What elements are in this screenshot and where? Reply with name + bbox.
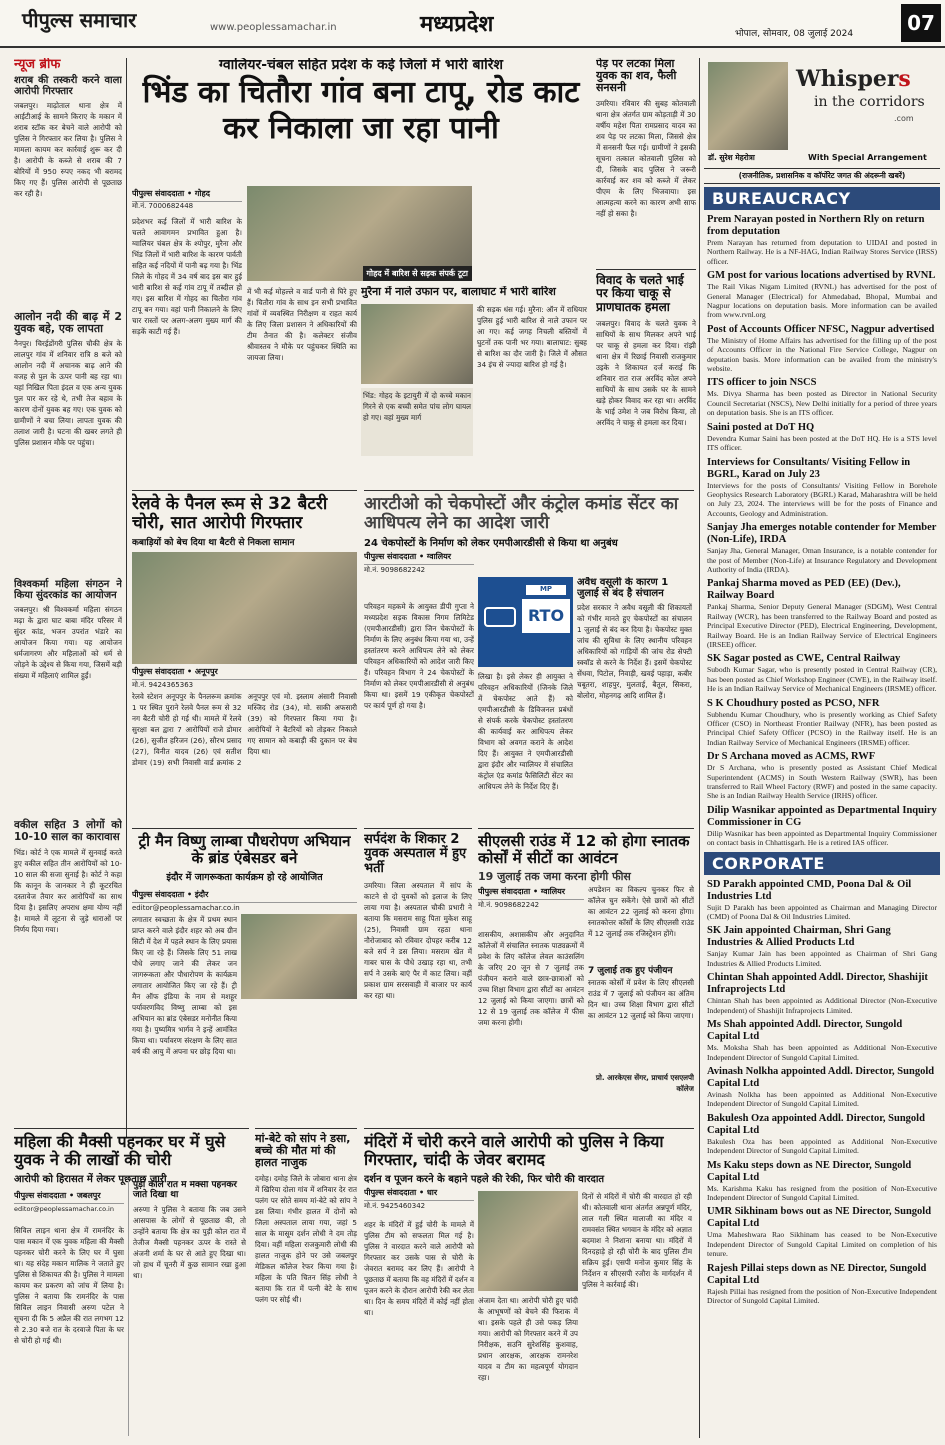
whispers-logo: Whispers: [796, 66, 911, 92]
whisper-item-body: Sanjay Jha, General Manager, Oman Insurance, is a notable contender for the post of Member (Non-Life) at Insurance Regulatory and Development Authority of India (IRDA).: [707, 546, 937, 574]
brief-body: जबलपुर। माढ़ोताल थाना क्षेत्र में आईटीआई के सामने किराए के मकान में शराब स्टॉक कर बेचने वाले आरोपी को पुलिस ने गिरफ्तार कर लिया है। पुलिस ने मामला कायम कर कार्रवाई शुरू कर दी है। आरोपी के कब्जे से शराब की 7 बोरियों में 950 रुपए नकद भी बरामद किए गए हैं। पुलिस आरोपी से पूछताछ कर रही है।: [14, 101, 122, 199]
page-number: 07: [901, 4, 941, 42]
whisper-item-body: Chintan Shah has been appointed as Additional Director (Non-Executive Independent) of Shashijit Infraprojects Limited.: [707, 996, 937, 1015]
accused-photo: [478, 1191, 578, 1291]
whisper-item: [707, 1019, 937, 1062]
story-body-2: लिखा है। इसे लेकर ही आयुक्त ने परिवहन अधिकारियों (जिनके जिले में चेकपोस्ट आते हैं) को एमपीआरडीसी के डिविजनल प्रबंधों से संपर्क करके चेकपोस्ट हस्तांतरण की कार्यवाई कर आधिपत्य लेकर विभाग को अवगत कराने के आदेश दिए हैं। आयुक्त ने एमपीआरडीसी द्वारा इंदौर और ग्वालियर में संचालित कंट्रोल एंड कमांड फैसिलिटी सेंटर का आधिपत्य लेने के निर्देश दिए हैं।: [478, 672, 573, 791]
whisper-item: [707, 324, 937, 374]
box-headline: पुड़ी कोल रात में मैक्सी पहनकर जाते दिखा था: [133, 1181, 237, 1200]
whisper-item: [707, 698, 937, 748]
byline: पीपुल्स संवाददाता • गोहद: [132, 186, 242, 202]
whisper-item-headline: Sanjay Jha emerges notable contender for Member (Non-Life), IRDA: [707, 522, 937, 546]
byline: पीपुल्स संवाददाता • ग्वालियर: [364, 549, 474, 565]
box-headline: 7 जुलाई तक हुए पंजीयन: [588, 966, 673, 976]
whisper-item-body: Sujit D Parakh has been appointed as Chairman and Managing Director (CMD) of Poona Dal & Oil Industries Limited.: [707, 902, 937, 922]
whisper-item-body: Prem Narayan has returned from deputation to UIDAI and posted in Northern Railway. He is a NF-HAG, Indian Railway Stores Service (IRSS) officer.: [707, 238, 937, 266]
section-title: मध्यप्रदेश: [420, 12, 494, 37]
box-body: प्रदेश सरकार ने अवैध वसूली की शिकायतों को गंभीर मानते हुए चेकपोस्टों का संचालन 1 जुलाई से बंद कर दिया है। चेकपोस्ट मुक्त जांच की सुविधा के लिए स्थानीय परिवहन अधिकारियों को गाड़ियों की जांच रोड सेफ्टी स्क्वॉड से करने के निर्देश हैं। इसमें चेकपोस्ट सेंधवा, पिटोल, निवाड़ी, खवई पहाड़ा, कबीर चबूतरा, शाहपुर, मुलताई, बैतूल, सिकरा, बोलोरा, मोहनगढ़ आदि शामिल हैं।: [577, 603, 692, 700]
whisper-item-body: Dr S Archana, who is presently posted as Assistant Chief Medical Superintendent (ACMS) in South Western Railway (SWR), has been transferred to Rail Wheel Factory (RWF) and posted in the same capacity. She is an Indian Railway Health Service (IRHS) officer.: [707, 763, 937, 801]
whisper-item-headline: Dr S Archana moved as ACMS, RWF: [707, 751, 876, 763]
whisper-item-body: Avinash Nolkha has been appointed as Additional Non-Executive Independent Director of Sungold Capital Limited.: [707, 1089, 937, 1109]
lead-body-2: में भी कई मोहल्ले व वार्ड पानी से घिरे हुए हैं। चितौरा गांव के साथ इन सभी प्रभावित गांवों में व्यवस्थित निरीक्षण व राहत कार्य के लिए जिला प्रशासन ने अधिकारियों की टीम तैनात की है। कलेक्टर संजीव श्रीवास्तव ने मौके पर पहुंचकर स्थिति का जायजा लिया।: [247, 287, 357, 362]
rto-sign: RTO: [522, 599, 570, 633]
whisper-item-body: Interviews for the posts of Consultants/ Visiting Fellow in Borehole Geophysics Research Laboratory (BGRL) Karad, Maharashtra will be held on July 23, 2024. The interviews will be for the posts of Finance and Accounts, Geology and Administration.: [707, 480, 937, 518]
brief-body: जबलपुर। श्री विश्वकर्मा महिला संगठन मढ़ा के द्वारा घाट बाबा मंदिर परिसर में सुंदर कांड, भजन उपरांत भंडारे का आयोजन किया गया। यह आयोजन धर्मजागरण और महिलाओं को धर्म से जोड़ने के उद्देश्य से किया गया, जिसमें बड़ी संख्या में महिलाएं शामिल हुईं।: [14, 605, 122, 681]
story-headline: सर्पदंश के शिकार 2 युवक अस्पताल में हुए भर्ती: [364, 832, 467, 876]
whispers-suffix: .com: [894, 114, 914, 123]
mobile-number: मो.नं. 9424365363: [132, 681, 194, 690]
story-headline: पेड़ पर लटका मिला युवक का शव, फैली सनसनी: [596, 58, 677, 95]
whisper-item-body: Bakulesh Oza has been appointed as Additional Non-Executive Independent Director of Sungold Capital Limited.: [707, 1136, 937, 1156]
story-subheadline: आरोपी को हिरासत में लेकर पूछताछ जारी: [14, 1174, 167, 1186]
story-headline: सीएलसी राउंड में 12 को होगा स्नातक कोर्सों में सीटों का आवंटन: [478, 832, 690, 867]
whispers-subtitle: in the corridors: [814, 94, 925, 110]
whisper-item-body: Ms. Moksha Shah has been appointed as Additional Non-Executive Independent Director of Sungold Capital Limited.: [707, 1043, 937, 1062]
email[interactable]: editor@peoplessamachar.co.in: [14, 1205, 114, 1214]
byline: पीपुल्स संवाददाता • जबलपुर: [14, 1188, 124, 1204]
story-body: दमोह। दमोह जिले के जोबारा थाना क्षेत्र में खिरिया दोला गांव में शनिवार देर रात पलंग पर सोते समय मां-बेटे को सांप ने डस लिया। गंभीर हालत में दोनों को जिला अस्पताल लाया गया, जहां 5 साल के मासूम दर्शन लोधी ने दम तोड़ दिया। वहीं महिला राजकुमारी लोधी की हालत नाजुक होने पर उसे जबलपुर मेडिकल कॉलेज रेफर किया गया है। महिला के पति चितन सिंह लोधी ने बताया कि रात में पत्नी बेटे के साथ पलंग पर सोई थी।: [255, 1174, 357, 1305]
whisper-item-headline: Pankaj Sharma moved as PED (EE) (Dev.), Railway Board: [707, 578, 901, 602]
whisper-item-headline: Ms Kaku steps down as NE Director, Sungold Capital Ltd: [707, 1159, 912, 1183]
whisper-item: [707, 1066, 937, 1109]
snake-bite-mother-story: [255, 1128, 357, 1438]
whisper-item: [707, 522, 937, 574]
whisper-item-headline: SK Sagar posted as CWE, Central Railway: [707, 653, 901, 665]
whisper-item-body: Uma Maheshwara Rao Sikhinam has ceased to be Non-Executive Independent Director of Sungold Capital Limited on completion of his tenure.: [707, 1230, 937, 1259]
whisper-item-headline: Dilip Wasnikar appointed as Departmental Inquiry Commissioner in CG: [707, 804, 937, 828]
story-body-3: दिनों से मंदिरों में चोरी की वारदात हो रही थी। कोतवाली थाना अंतर्गत अन्नपूर्ण मंदिर, लाल गली स्थित मालाजी का मंदिर व रामवसंत स्थित भगवान के मंदिर को अज्ञात बदमाश ने निशाना बनाया था। मंदिरों में दिनदहाड़े हो रही चोरी के बाद पुलिस टीम सक्रिय हुई। एसपी मनोज कुमार सिंह के निर्देशन व सीएसपी रजौरा के मार्गदर्शन में पुलिस ने कार्रवाई की।: [582, 1192, 692, 1289]
bureaucracy-heading: BUREAUCRACY: [704, 187, 940, 210]
whisper-item-headline: UMR Sikhinam bows out as NE Director, Sungold Capital Ltd: [707, 1206, 932, 1230]
arrangement-note: With Special Arrangement: [808, 153, 927, 162]
whisper-item-body: Subodh Kumar Sagar, who is presently posted in Central Railway (CR), has been posted as Chief Workshop Engineer (CWE), in the Railway itself. He is an Indian Railway Service of Mechanical Engineers (IRSME) officer.: [707, 665, 937, 694]
mobile-number: मो.नं. 9098682242: [364, 566, 426, 575]
whisper-item: [707, 1113, 937, 1156]
whisper-item-headline: Post of Accounts Officer NFSC, Nagpur advertised: [707, 323, 935, 335]
signatory: प्रो. आरकेएस सेंगर, प्राचार्य एसएलपी कॉलेज: [595, 1072, 694, 1093]
byline: पीपुल्स संवाददाता • ग्वालियर: [478, 884, 584, 900]
whisper-item-headline: Saini posted at DoT HQ: [707, 421, 815, 433]
whisper-item-headline: GM post for various locations advertised by RVNL: [707, 270, 936, 282]
photo-note: भिंड: गोहद के इटायुरी में दो कच्चे मकान गिरने से एक बच्ची समेत पांच लोग घायल हो गए। वहां मुख्य मार्ग: [361, 388, 473, 456]
whisper-item: [707, 653, 937, 693]
whisper-item-headline: Rajesh Pillai steps down as NE Director, Sungold Capital Ltd: [707, 1262, 927, 1286]
story-headline: विवाद के चलते भाई पर किया चाकू से प्राणघातक हमला: [596, 269, 696, 314]
mobile-number: मो.नं. 7000682448: [132, 202, 194, 210]
byline: पीपुल्स संवाददाता • इंदौर: [132, 887, 357, 903]
brief-headline: शराब की तस्करी करने वाला आरोपी गिरफ्तार: [14, 75, 122, 98]
whisper-item-headline: SD Parakh appointed CMD, Poona Dal & Oil Industries Ltd: [707, 878, 912, 902]
snake-bite-youths-story: [364, 828, 472, 1118]
whisper-item-body: Devendra Kumar Saini has been posted at the DoT HQ. He is a STS level ITS officer.: [707, 433, 937, 453]
corporate-list: [704, 879, 940, 1306]
photo-headline: मुरैना में नाले उफान पर, बालाघाट में भारी बारिश: [361, 286, 556, 298]
whisper-item-headline: Interviews for Consultants/ Visiting Fellow in BGRL, Karad on July 23: [707, 456, 911, 480]
box-body: अरुणा ने पुलिस ने बताया कि जब उसने आसपास के लोगों से पूछताछ की, तो उन्होंने बताया कि क्षेत्र का पुड़ी कोल रात में तेजीज मैक्सी पहनकर ऊपर के रास्ते से अंजनी शर्मा के घर से आते हुए दिखा था। जो हाथ में चूनरी में कुछ सामान रखा हुआ था।: [133, 1204, 246, 1280]
byline: पीपुल्स संवाददाता • अनूपपुर: [132, 664, 357, 680]
whisper-item-body: Ms. Divya Sharma has been posted as Director in National Security Council Secretariat (NSCS), New Delhi initially for a period of three years on deputation basis. She is an ITS officer.: [707, 389, 937, 418]
whisper-item: [707, 1160, 937, 1203]
story-body: सिविल लाइन थाना क्षेत्र में रामनंदिर के पास मकान में एक युवक महिला की मैक्सी पहनकर चोरी करने के लिए घर में घुसा था। यह संदेह मकान मालिक ने जताते हुए पुलिस से शिकायत की है। पुलिस ने मामला कायम कर प्रकरण को जांच में लिया है। पुलिस ने बताया कि रामनंदिर के पास सिविल लाइन निवासी अरुण पटेल ने सूचना दी कि 5 अप्रैल की रात लगभग 12 से 2.30 बजे रात के दरवाजे पिता के घर से चोरी हो गई थी।: [14, 1226, 124, 1345]
rto-story: [364, 490, 694, 812]
rto-illustration: [478, 577, 573, 667]
story-body: जबलपुर। विवाद के चलते युवक ने साथियों के साथ मिलकर अपने भाई पर चाकू से हमला कर दिया। रांझी थाना क्षेत्र में रिछाई निवासी राजकुमार उइके ने शिकायत दर्ज कराई कि शनिवार रात राज अरविंद कोल अपने साथियों के साथ उसके घर के सामने खड़े होकर विवाद कर रहा था। अरविंद के भाई उमेश ने जब विरोध किया, तो अरविंद ने चाकू से हमला कर दिया।: [596, 318, 696, 427]
story-headline: ट्री मैन विष्णु लाम्बा पौधरोपण अभियान के ब्रांड एंबेसडर बने: [138, 832, 351, 867]
whisper-item: [707, 1206, 937, 1258]
story-subheadline: इंदौर में जागरूकता कार्यक्रम हो रहे आयोजित: [166, 872, 323, 883]
story-body-2: अपडेशन का विकल्प चुनकर फिर से कॉलेज चुन सकेंगे। ऐसे छात्रों को सीटों का आवंटन 22 जुलाई को करना होगा। स्नातकोत्तर कॉर्सों के लिए सीएलसी राउंड में 12 जुलाई तक रजिस्ट्रेशन होंगे।: [588, 885, 694, 938]
byline: पीपुल्स संवाददाता • धार: [364, 1185, 474, 1201]
whispers-column: [704, 58, 940, 1440]
column-divider: [699, 58, 700, 1438]
whispers-tagline: (राजनीतिक, प्रशासनिक व कॉर्पोरेट जगत की अंदरूनी खबरें): [704, 168, 940, 184]
lead-kicker: ग्वालियर-चंबल सहित प्रदेश के कई जिलों में भारी बारिश: [218, 58, 504, 73]
whisper-item: [707, 578, 937, 649]
whisper-item-body: Rajesh Pillai has resigned from the position of Non-Executive Independent Director of Sungold Capital Limited.: [707, 1286, 937, 1305]
whisper-item-headline: Avinash Nolkha appointed Addl. Director, Sungold Capital Ltd: [707, 1065, 935, 1089]
story-body: उमरिया। जिला अस्पताल में सांप के काटने से दो युवकों को इलाज के लिए लाया गया है। अस्पताल चौकी प्रभारी ने बताया कि मसराम साहू पिता मुकेश साहू (25), निवासी ग्राम रहठा थाना नौरोजाबाद को रविवार दोपहर करीब 12 बजे सर्प ने डस लिया। मसराम खेत में गाबर घास के पौधे उखाड़ रहा था, तभी सर्प ने उसके बाएं पैर में काट लिया। वहीं प्रकाश ग्राम सरसवाही में बाजार पर कार्य कर रहा था।: [364, 880, 472, 1000]
whisper-item: [707, 457, 937, 519]
car-icon: [484, 607, 516, 627]
whisper-item-headline: SK Jain appointed Chairman, Shri Gang Industries & Allied Products Ltd: [707, 925, 891, 949]
story-headline: महिला की मैक्सी पहनकर घर में घुसे युवक ने की लाखों की चोरी: [14, 1132, 226, 1169]
bureaucracy-list: [704, 214, 940, 848]
local-news-column: [596, 58, 696, 483]
mp-label: MP: [526, 585, 566, 595]
story-subheadline: 24 चेकपोस्टों के निर्माण को लेकर एमपीआरडीसी से किया था अनुबंध: [364, 538, 618, 550]
photo-caption: गोहद में बारिश से सड़क संपर्क टूटा: [363, 266, 472, 281]
maxi-theft-story: [14, 1128, 249, 1438]
whisper-item-headline: Chintan Shah appointed Addl. Director, Shashijit Infraprojects Ltd: [707, 972, 928, 996]
clc-round-story: [478, 828, 694, 1118]
website-url[interactable]: www.peoplessamachar.in: [210, 22, 337, 33]
story-subheadline: दर्शन व पूजन करने के बहाने पहले की रेकी, फिर चोरी की वारदात: [364, 1174, 605, 1186]
whisper-item-headline: Ms Shah appointed Addl. Director, Sungold Capital Ltd: [707, 1019, 903, 1043]
whisper-item-body: Pankaj Sharma, Senior Deputy General Manager (SDGM), West Central Railway (WCR), has been transferred to the Railway Board and posted as Principal Executive Director (PED), Electrical Engineering, Development, Railway Board. He is an Indian Railway Service of Electrical Engineers (IRSEE) officer.: [707, 602, 937, 649]
masthead: [0, 0, 945, 48]
whisper-item-headline: Bakulesh Oza appointed Addl. Director, Sungold Capital Ltd: [707, 1112, 925, 1136]
accused-photo: [132, 552, 357, 664]
tree-man-story: [132, 828, 357, 1118]
whisper-item: [707, 270, 937, 320]
whisper-item: [707, 879, 937, 922]
newspaper-logo: पीपुल्स समाचार: [22, 8, 137, 32]
email[interactable]: editor@peoplessamachar.co.in: [132, 904, 240, 912]
story-headline: रेलवे के पैनल रूम से 32 बैटरी चोरी, सात आरोपी गिरफ्तार: [132, 494, 328, 533]
story-body: लगातार स्वच्छता के क्षेत्र में प्रथम स्थान प्राप्त करने वाले इंदौर शहर को अब ग्रीन सिटी में देश में पहले स्थान के लिए प्रयास किए जा रहे हैं। जिसके लिए 51 लाख पौधे लगाए जाने की लेकर जन जागरूकता और पौधारोपण के कार्यक्रम लगातार आयोजित किए जा रहे हैं। ट्री मैन ऑफ इंडिया के नाम से मशहूर पर्यावरणविद विष्णु लाम्बा को इस अभियान का ब्रांड एंबेसडर मनोनीत किया गया है। पुष्यमित्र भार्गव ने इन्हें आमंत्रित किया था। पर्यावरण संरक्षण के लिए सात वर्ष की आयु में अपना घर छोड़ दिया था।: [132, 915, 237, 1056]
whisper-item-body: Ms. Karishma Kaku has resigned from the position of Non-Executive Independent Director of Sungold Capital Limited.: [707, 1183, 937, 1202]
whisper-item: [707, 377, 937, 417]
story-body: उमरिया। रविवार की सुबह कोतवाली थाना क्षेत्र अंतर्गत ग्राम कोड़ताड़ी में 30 वर्षीय महेश पिता रामप्रसाद यादव का शव पेड़ पर लटका मिला, जिससे क्षेत्र में सनसनी फैल गई। ग्रामीणों ने इसकी सूचना तत्काल कोतवाली पुलिस को दी, जिसके बाद पुलिस ने जरूरी कार्रवाई कर शव को कब्जे में लेकर पीएम के लिए भिजवाया। इस आत्महत्या करने का कारण अभी साफ नहीं हो सका है।: [596, 99, 696, 219]
whisper-item-body: The Rail Vikas Nigam Limited (RVNL) has advertised for the post of General Manager (Electrical) for Ahmedabad, Bhopal, Mumbai and Nagpur locations on deputation basis. More information can be availed from www.rvnl.org: [707, 282, 937, 320]
brief-body: नैनपुर। चिरईडोंगरी पुलिस चौकी क्षेत्र के लालपुर गांव में शनिवार रात्रि 8 बजे को आलोन नदी में अचानक बाढ़ आने की वजह से पुल के ऊपर पानी बह रहा था। यहां निखिल पिता इंदल व एक अन्य युवक पुल पार कर रहे थे, तभी तेज बहाव के कारण दोनों युवक बह गए। एक युवक को ग्रामीणों ने बचा लिया। लापता युवक की तलाश जारी है। घटना की खबर लगते ही पुलिस प्रशासन मौके पर पहुंचा।: [14, 339, 122, 448]
columnist-name: डॉ. सुरेश मेहरोत्रा: [708, 153, 755, 162]
whisper-item: [707, 422, 937, 453]
column-divider: [126, 58, 127, 1138]
issue-date: भोपाल, सोमवार, 08 जुलाई 2024: [735, 29, 854, 39]
whisper-item: [707, 751, 937, 801]
corporate-heading: CORPORATE: [704, 852, 940, 875]
story-body: रेलवे स्टेशन अनूपपुर के पैनलरूम क्रमांक 1 पर स्थित पुराने रेलवे पैनल रूम से 32 नग बैटरी चोरी हो गई थी। मामले में रेलवे सुरक्षा बल द्वारा 7 आरोपियों राजे डोमार (26), सुजीत हरिजन (26), सौरभ प्रसाद (27), विनीत यादव (26) एवं सतीश डोमार (19) सभी निवासी वार्ड क्रमांक 2 अनूपपुर एवं मो. इस्लाम अंसारी निवासी मस्जिद रोड (34), मो. साकी अफसारी (39) को गिरफ्तार किया गया है। आरोपियों ने बैटरियों को तोड़कर निकाले गए सामान को कबाड़ी की दुकान पर बेच दिया था।: [132, 692, 357, 768]
columnist-photo: [708, 62, 788, 150]
brief-headline: आलोन नदी की बाढ़ में 2 युवक बहे, एक लापता: [14, 310, 122, 336]
story-body-2: अंजाम देता था। आरोपी चोरी हुए चांदी के आभूषणों को बेचने की फिराक में था। इसके पहले ही उसे पकड़ लिया गया। आरोपी को गिरफ्तार करने में उप निरीक्षक, सउनि सुरेशसिंह कुशवाह, प्रधान आरक्षक, आरक्षक रामनरेश यादव व टीम का महत्वपूर्ण योगदान रहा।: [478, 1296, 578, 1382]
flood-photo-gohad: [247, 186, 472, 281]
tree-man-photo: [241, 914, 357, 999]
whisper-item-headline: Prem Narayan posted in Northern Rly on return from deputation: [707, 214, 925, 237]
story-headline: मां-बेटे को सांप ने डसा, बच्चे की मौत मां की हालत नाजुक: [255, 1132, 351, 1170]
temple-theft-story: [364, 1128, 694, 1438]
story-headline: आरटीओ को चेकपोस्टों और कंट्रोल कमांड सेंटर का आधिपत्य लेने का आदेश जारी: [364, 494, 679, 533]
brief-body: भिंड। कोर्ट ने एक मामले में सुनवाई करते हुए वकील सहित तीन आरोपियों को 10-10 साल की सजा सुनाई है। कोर्ट ने कहा कि कानून के जानकार ने ही कूटरचित दस्तावेज तैयार कर आरोपियों का साथ दिया है। इसलिए अपराध क्षमा योग्य नहीं है। मामले में लूटना से जुड़े धाराओं पर निर्णय दिया गया।: [14, 847, 122, 934]
whisper-item-headline: ITS officer to join NSCS: [707, 377, 817, 389]
brief-headline: विश्वकर्मा महिला संगठन ने किया सुंदरकांड का आयोजन: [14, 579, 122, 602]
flood-photo-morena: [361, 304, 473, 384]
whisper-item-headline: S K Choudhury posted as PCSO, NFR: [707, 697, 880, 709]
brief-headline: वकील सहित 3 लोगों को 10-10 साल का कारावास: [14, 819, 122, 844]
story-subheadline: कबाड़ियों को बेच दिया था बैटरी से निकला सामान: [132, 538, 295, 549]
story-subheadline: 19 जुलाई तक जमा करना होगी फीस: [478, 870, 631, 883]
lead-body: प्रदेशभर कई जिलों में भारी बारिश के चलते आवागमन प्रभावित हुआ है। ग्वालियर चंबल क्षेत्र के श्योपुर, मुरैना और भिंड जिलों में भारी बारिश के कारण पार्वती सहित कई नदियों में पानी बढ़ गया है। भिंड जिले के गोहद में 34 वर्ष बाद इस बार हुई भारी बारिश से कई गांव टापू में तब्दील हो गए। इस बारिश में गोहद का चितौरा गांव टापू बन गया। वहां पानी निकालने के लिए चार रास्तों पर अलग-अलग मुख्य मार्ग की सड़कें काटी गई हैं।: [132, 217, 242, 336]
whisper-item-body: The Ministry of Home Affairs has advertised for the filling up of the post of Accounts Officer in the National Fire Service College, Nagpur on deputation basis. More information can be availed from the ministry's website.: [707, 335, 937, 374]
story-body: शहर के मंदिरों में हुई चोरी के मामले में पुलिस टीम को सफलता मिल गई है। पुलिस ने वारदात करने वाले आरोपी को गिरफ्तार कर उसके पास से चोरी के जेवरात बरामद कर लिए हैं। आरोपी ने पूछताछ में बताया कि वह मंदिरों में दर्शन व पूजन करने के दौरान आरोपी रेकी कर लेता था। दिन के समय मंदिरों में कोई नहीं होता था।: [364, 1220, 474, 1317]
mobile-number: मो.नं. 9098682242: [478, 901, 540, 909]
mobile-number: मो.नं. 9425460342: [364, 1202, 426, 1211]
story-body: परिवहन महकमे के आयुक्त डीपी गुप्ता ने मध्यप्रदेश सड़क विकास निगम लिमिटेड (एमपीआरडीसी) द्वारा जिन चेकपोस्टों के निर्माण के लिए अनुबंध किया गया था, उन्हें हस्तांतरण करने आधिपत्य लेने को लेकर परिवहन अधिकारियों को आदेश जारी किए हैं। परिवहन विभाग ने 24 चेकपोस्टों के निर्माण को लेकर एमपीआरडीसी से अनुबंध किया था। इसमें 19 एकीकृत चेकपोस्टों पर कार्य पूर्ण हो गया है।: [364, 602, 474, 710]
whisper-item-body: Subhendu Kumar Choudhury, who is presently working as Chief Safety Officer (CSO) in Northeast Frontier Railway (NFR), has been posted as Principal Chief Safety Officer (PCSO) in the Railway itself. He is an Indian Railway Service of Mechanical Engineers (IRSME) officer.: [707, 709, 937, 747]
lead-headline: भिंड का चितौरा गांव बना टापू, रोड काट कर निकाला जा रहा पानी: [142, 75, 580, 147]
box-body: स्नातक कोर्सों में प्रवेश के लिए सीएलसी राउंड में 7 जुलाई को पंजीयन का अंतिम दिन था। उच्च शिक्षा विभाग द्वारा सीटों का आवंटन 12 जुलाई को किया जाएगा।: [588, 977, 694, 1020]
whisper-item-body: Dilip Wasnikar has been appointed as Departmental Inquiry Commissioner on contact basis in Chhattisgarh. He is a retired IAS officer.: [707, 828, 937, 848]
whisper-item: [707, 805, 937, 848]
whisper-item: [707, 214, 937, 266]
story-headline: मंदिरों में चोरी करने वाले आरोपी को पुलिस ने किया गिरफ्तार, चांदी के जेवर बरामद: [364, 1132, 664, 1169]
lead-side-text: की सड़क धंस गई। मुरैना: ऑन में राधियार पुलिस हुई भारी बारिश से नाले उफान पर आ गए। कई जगह निचली बस्तियों में घुटनों तक पानी भर गया। बालाघाट: सुबह से बारिश का दौर जारी है। जिले में औसत 34 इंच से ज्यादा बारिश हो गई है।: [477, 305, 587, 369]
whisper-item: [707, 925, 937, 968]
railway-battery-story: [132, 490, 357, 815]
whisper-item: [707, 1263, 937, 1306]
news-brief-label: न्यूज ब्रीफ: [14, 58, 61, 72]
whisper-item: [707, 972, 937, 1015]
story-body: शासकीय, अशासकीय और अनुदानित कॉलेजों में संचालित स्नातक पाठ्यक्रमों में प्रवेश के लिए कॉलेज लेवल काउंसलिंग के जरिए 20 जून से 7 जुलाई तक पंजीयन कराने वाले छात्र-छात्राओं को उच्च शिक्षा विभाग द्वारा सीटों का आवंटन 12 जुलाई को किया जाएगा। छात्रों को 12 से 19 जुलाई तक कॉलेज में फीस जमा करना होगी।: [478, 930, 584, 1027]
news-brief-column: [14, 58, 122, 1138]
box-headline: अवैध वसूली के कारण 1 जुलाई से बंद है संचालन: [577, 577, 669, 599]
lead-story: [132, 58, 590, 560]
whisper-item-body: Sanjay Kumar Jain has been appointed as Chairman of Shri Gang Industries & Allied Products Limited.: [707, 949, 937, 968]
